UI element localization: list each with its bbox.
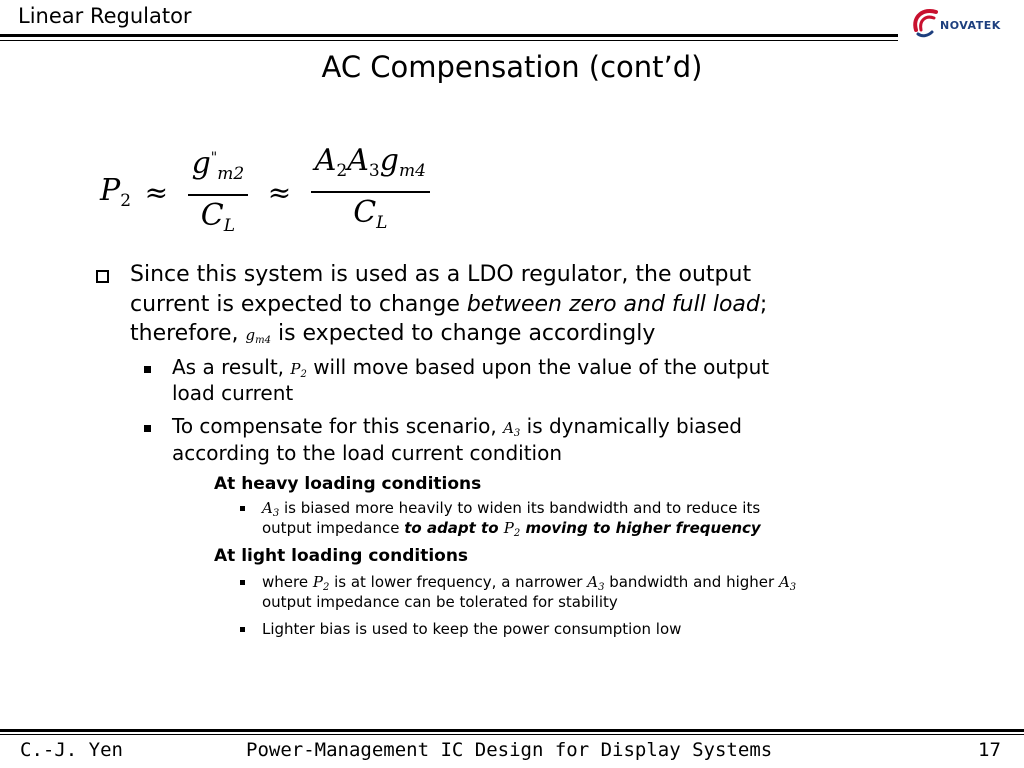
main-bullet-line-1: Since this system is used as a LDO regulator, the output — [130, 262, 752, 287]
light-item-1-line-1: where $P_2$ is at lower frequency, a narrower $A_3$ bandwidth and higher $A_3$ — [262, 573, 797, 593]
bullet-square-icon — [144, 366, 151, 373]
light-loading-heading: At light loading conditions — [214, 546, 469, 566]
eq-cl-sub-1: L — [223, 216, 236, 236]
sym-a3: $A_3$ — [262, 499, 280, 519]
sub2-line-2: according to the load current condition — [172, 441, 563, 465]
sub1-line-1: As a result, $P_2$ will move based upon the value of the output — [172, 355, 770, 380]
header-rule-thick — [0, 34, 898, 37]
bullet-small-square-icon — [240, 580, 245, 585]
bullet-square-icon — [144, 425, 151, 432]
header-rule-thin — [0, 40, 898, 41]
bullet-hollow-square-icon — [96, 270, 109, 283]
sym-p2: $P_2$ — [503, 519, 521, 539]
main-line3-text: therefore, — [130, 321, 246, 346]
main-line3-end: is expected to change accordingly — [270, 321, 656, 346]
light-item-2: Lighter bias is used to keep the power consumption low — [262, 620, 682, 638]
sub1-line-2: load current — [172, 381, 294, 405]
light-item-1-line-2: output impedance can be tolerated for stability — [262, 593, 618, 611]
novatek-logo — [908, 6, 1020, 40]
eq-cl-symbol-1: C — [200, 198, 224, 233]
eq-gm4-symbol: g — [379, 143, 399, 178]
fraction-2-denominator — [311, 193, 430, 243]
eq-lhs-symbol: P — [100, 173, 121, 208]
bullet-small-square-icon — [240, 627, 245, 632]
equation-p2 — [100, 138, 436, 246]
eq-a3-sub: 3 — [368, 161, 380, 181]
eq-gm-sub: m2 — [217, 164, 245, 184]
eq-lhs-sub: 2 — [120, 191, 132, 211]
sym-p2: $P_2$ — [312, 573, 330, 593]
eq-a2-sub: 2 — [336, 161, 348, 181]
footer-rule-thin — [0, 734, 1024, 735]
sym-a3: $A_3$ — [778, 573, 797, 593]
slide-title: AC Compensation (cont’d) — [321, 50, 703, 84]
fraction-2-numerator — [311, 141, 430, 193]
footer-course-title: Power-Management IC Design for Display Systems — [246, 739, 773, 761]
header-title: Linear Regulator — [18, 4, 192, 28]
bullet-small-square-icon — [240, 506, 245, 511]
heavy-item-line-1: $A_3$ is biased more heavily to widen its bandwidth and to reduce its — [262, 499, 761, 519]
eq-gm-sup: " — [210, 150, 218, 166]
eq-cl-sub-2: L — [376, 213, 388, 233]
fraction-1 — [188, 138, 249, 246]
sym-a3: $A_3$ — [503, 419, 521, 439]
main-line2-end: ; — [759, 292, 768, 317]
main-line2-text: current is expected to change — [130, 292, 467, 317]
eq-a2-symbol: A — [314, 143, 337, 178]
sym-a3: $A_3$ — [587, 573, 605, 593]
footer-author: C.-J. Yen — [20, 739, 123, 761]
main-bullet-line-2 — [130, 290, 767, 320]
fraction-1-numerator — [188, 138, 249, 196]
main-line2-italic: between zero and full load — [466, 292, 760, 317]
eq-gm-symbol: g — [191, 146, 211, 181]
approx-symbol-1: ≈ — [144, 175, 169, 209]
approx-symbol-2: ≈ — [267, 175, 292, 209]
main-bullet-line-3 — [130, 319, 655, 356]
heavy-item-line-2: output impedance to adapt to $P_2$ moving to higher frequency — [262, 519, 761, 539]
page-number: 17 — [978, 739, 1001, 761]
footer-rule-thick — [0, 729, 1024, 732]
fraction-1-denominator — [188, 196, 249, 246]
sub2-line-1: To compensate for this scenario, $A_3$ is dynamically biased — [172, 414, 742, 439]
heavy-loading-heading: At heavy loading conditions — [214, 474, 482, 494]
eq-gm4-sub: m4 — [398, 161, 426, 181]
logo-text: NOVATEK — [940, 19, 1001, 32]
eq-a3-symbol: A — [347, 143, 369, 178]
sym-gm4: $g_{m4}$ — [245, 326, 271, 346]
sym-p2: $P_2$ — [290, 360, 307, 380]
equation-lhs — [100, 173, 131, 211]
eq-cl-symbol-2: C — [353, 195, 377, 230]
logo-swoosh-icon — [908, 6, 942, 40]
fraction-2 — [311, 141, 430, 243]
